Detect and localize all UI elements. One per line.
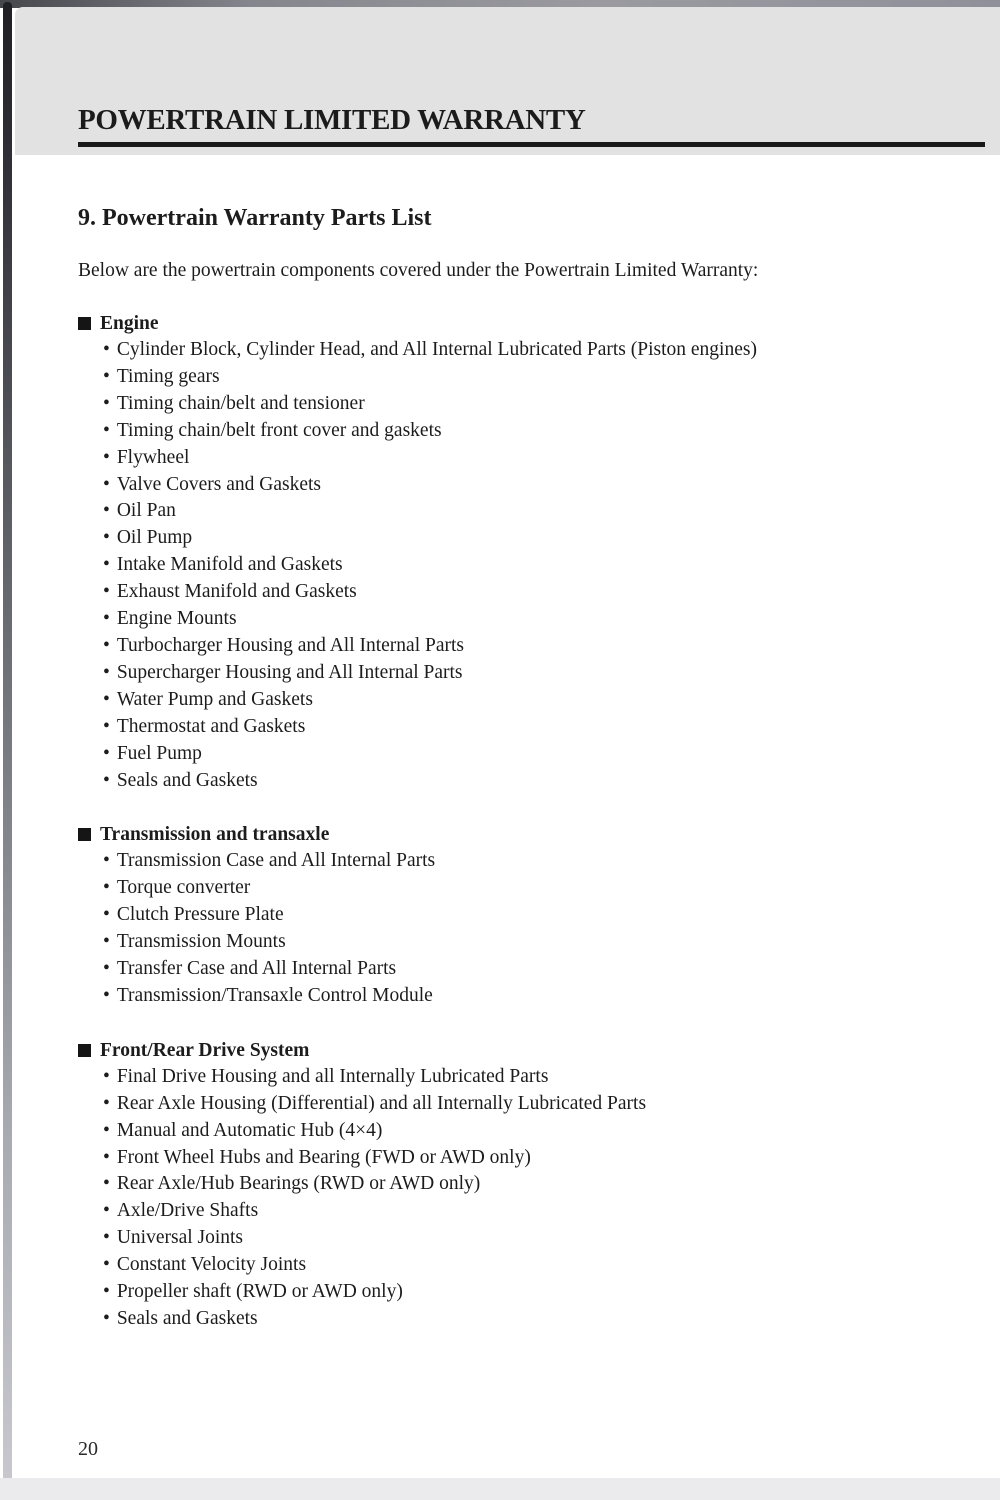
list-item — [103, 687, 945, 714]
parts-section — [78, 1037, 945, 1333]
bullet-icon: • — [103, 392, 110, 414]
list-item — [103, 848, 945, 875]
list-item — [103, 714, 945, 741]
list-item-text: Seals and Gaskets — [116, 769, 258, 791]
list-item — [103, 1171, 945, 1198]
list-item-text: Constant Velocity Joints — [116, 1254, 307, 1276]
list-item — [103, 525, 945, 552]
list-item-text: Propeller shaft (RWD or AWD only) — [116, 1281, 403, 1303]
bullet-icon: • — [103, 877, 110, 899]
square-bullet-icon — [78, 828, 91, 841]
list-item-text: Transfer Case and All Internal Parts — [116, 958, 397, 980]
intro-text: Below are the powertrain components covered under the Powertrain Limited Warranty: — [78, 260, 759, 281]
parts-section — [78, 310, 945, 794]
list-item-text: Thermostat and Gaskets — [116, 715, 306, 737]
bullet-icon: • — [103, 473, 110, 495]
bullet-icon: • — [103, 339, 110, 360]
list-item — [103, 498, 945, 525]
bullet-icon: • — [103, 608, 110, 630]
bullet-icon: • — [103, 419, 110, 441]
list-item — [103, 768, 945, 795]
list-item — [103, 1252, 945, 1279]
list-item — [103, 633, 945, 660]
bullet-icon: • — [103, 769, 110, 791]
bullet-icon: • — [103, 984, 110, 1006]
section-header — [78, 1037, 945, 1064]
bullet-icon: • — [103, 1281, 110, 1303]
bullet-icon: • — [103, 661, 110, 683]
bullet-icon: • — [103, 1308, 110, 1329]
section-title: Transmission and transaxle — [100, 824, 330, 846]
parts-list — [78, 848, 945, 1009]
bullet-icon: • — [103, 1119, 110, 1141]
scan-bottom-edge — [0, 1478, 1000, 1500]
list-item-text: Timing gears — [116, 365, 220, 387]
bullet-icon: • — [103, 365, 110, 387]
section-title: Engine — [100, 313, 159, 334]
list-item — [103, 1145, 945, 1172]
list-item-text: Engine Mounts — [116, 608, 237, 630]
bullet-icon: • — [103, 446, 110, 468]
list-item — [103, 875, 945, 902]
list-item — [103, 364, 945, 391]
list-item-text: Front Wheel Hubs and Bearing (FWD or AWD only) — [116, 1146, 531, 1168]
list-item — [103, 445, 945, 472]
list-item-text: Exhaust Manifold and Gaskets — [116, 581, 357, 603]
list-item-text: Oil Pump — [116, 527, 193, 549]
page-number: 20 — [78, 1438, 98, 1460]
bullet-icon: • — [103, 688, 110, 710]
bullet-icon: • — [103, 527, 110, 549]
list-item — [103, 660, 945, 687]
list-item-text: Turbocharger Housing and All Internal Parts — [116, 634, 464, 656]
list-item-text: Supercharger Housing and All Internal Parts — [116, 661, 463, 683]
bullet-icon: • — [103, 904, 110, 926]
list-item — [103, 741, 945, 768]
list-item — [103, 552, 945, 579]
list-item-text: Transmission Mounts — [116, 931, 286, 953]
bullet-icon: • — [103, 581, 110, 603]
list-item — [103, 1279, 945, 1306]
section-header — [78, 310, 945, 337]
bullet-icon: • — [103, 1173, 110, 1195]
section-title: Front/Rear Drive System — [100, 1039, 310, 1061]
list-item — [103, 579, 945, 606]
bullet-icon: • — [103, 1146, 110, 1168]
list-item — [103, 902, 945, 929]
list-item-text: Rear Axle/Hub Bearings (RWD or AWD only) — [116, 1173, 481, 1195]
section-header — [78, 821, 945, 848]
page-content — [78, 203, 945, 1360]
bullet-icon: • — [103, 1200, 110, 1222]
list-item — [103, 472, 945, 499]
list-item — [103, 1306, 945, 1333]
list-item-text: Final Drive Housing and all Internally Lubricated Parts — [116, 1065, 549, 1087]
list-item — [103, 1198, 945, 1225]
list-item-text: Valve Covers and Gaskets — [116, 473, 321, 495]
scan-binding-edge — [3, 2, 12, 1498]
bullet-icon: • — [103, 958, 110, 980]
list-item — [103, 1091, 945, 1118]
list-item-text: Axle/Drive Shafts — [116, 1200, 259, 1222]
list-item-text: Rear Axle Housing (Differential) and all Internally Lubricated Parts — [116, 1092, 647, 1114]
list-item-text: Oil Pan — [116, 500, 176, 522]
document-title: POWERTRAIN LIMITED WARRANTY — [78, 104, 586, 136]
bullet-icon: • — [103, 554, 110, 576]
list-item-text: Timing chain/belt and tensioner — [116, 392, 365, 414]
list-item-text: Universal Joints — [116, 1227, 244, 1249]
square-bullet-icon — [78, 1044, 91, 1057]
list-item — [103, 956, 945, 983]
section-heading: 9. Powertrain Warranty Parts List — [78, 205, 432, 231]
parts-list — [78, 337, 945, 794]
list-item-text: Flywheel — [116, 446, 190, 468]
list-item-text: Manual and Automatic Hub (4×4) — [116, 1119, 383, 1141]
bullet-icon: • — [103, 500, 110, 522]
square-bullet-icon — [78, 317, 91, 330]
bullet-icon: • — [103, 1254, 110, 1276]
bullet-icon: • — [103, 1227, 110, 1249]
list-item — [103, 929, 945, 956]
list-item-text: Timing chain/belt front cover and gaskets — [116, 419, 442, 441]
bullet-icon: • — [103, 850, 110, 872]
list-item-text: Torque converter — [116, 877, 251, 899]
parts-section — [78, 821, 945, 1009]
list-item — [103, 1064, 945, 1091]
list-item-text: Cylinder Block, Cylinder Head, and All Internal Lubricated Parts (Piston engines) — [116, 339, 757, 360]
list-item — [103, 983, 945, 1010]
list-item — [103, 1118, 945, 1145]
list-item-text: Clutch Pressure Plate — [116, 904, 284, 926]
bullet-icon: • — [103, 1092, 110, 1114]
list-item — [103, 418, 945, 445]
list-item-text: Transmission/Transaxle Control Module — [116, 984, 433, 1006]
title-rule — [78, 142, 985, 147]
bullet-icon: • — [103, 742, 110, 764]
parts-list — [78, 1064, 945, 1333]
list-item-text: Water Pump and Gaskets — [116, 688, 313, 710]
list-item-text: Intake Manifold and Gaskets — [116, 554, 343, 576]
list-item — [103, 391, 945, 418]
bullet-icon: • — [103, 931, 110, 953]
list-item-text: Fuel Pump — [116, 742, 202, 764]
sections-container — [78, 310, 945, 1333]
bullet-icon: • — [103, 715, 110, 737]
list-item-text: Transmission Case and All Internal Parts — [116, 850, 436, 872]
list-item — [103, 1225, 945, 1252]
list-item — [103, 337, 945, 364]
bullet-icon: • — [103, 1065, 110, 1087]
list-item — [103, 606, 945, 633]
list-item-text: Seals and Gaskets — [116, 1308, 258, 1329]
bullet-icon: • — [103, 634, 110, 656]
